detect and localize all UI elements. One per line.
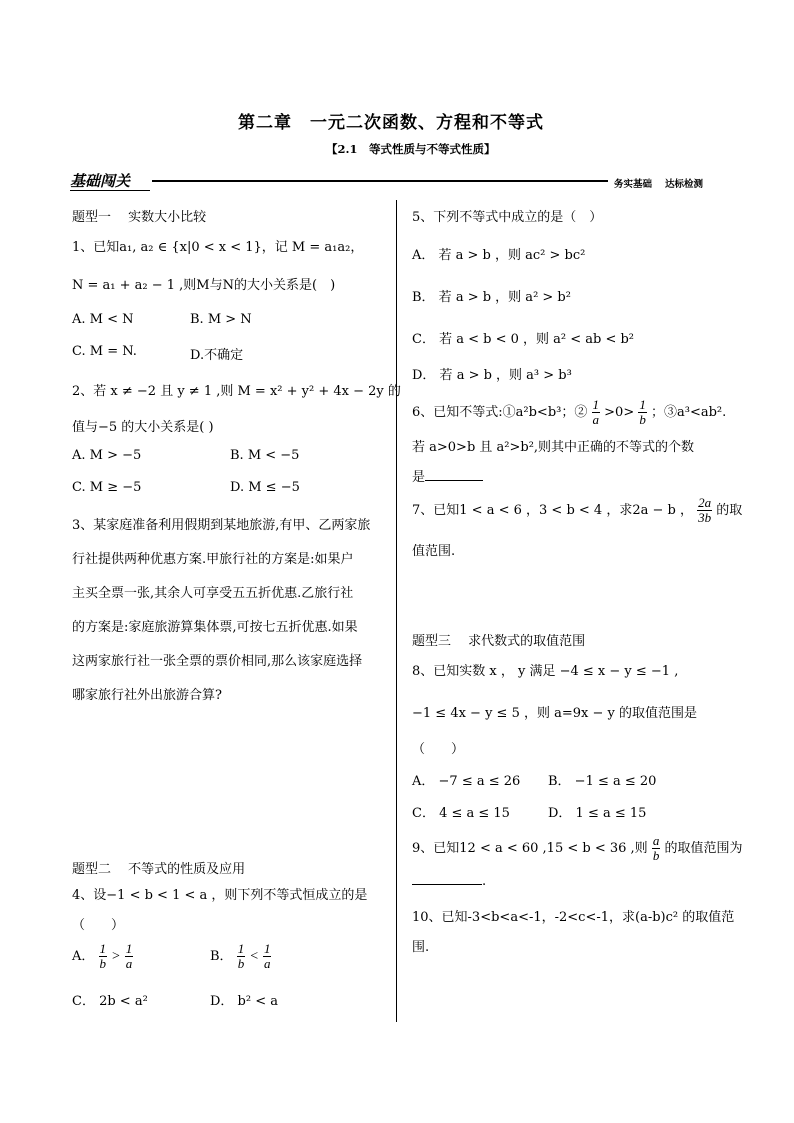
question-1-line-2: N = a₁ + a₂ − 1 ,则M与N的大小关系是( )	[72, 278, 336, 293]
fraction-1-over-a: $\frac{1}{a}$	[592, 397, 600, 427]
question-1-line-1: 1、已知a₁, a₂ ∈ {x|0 < x < 1}，记 M = a₁a₂，	[72, 240, 364, 255]
question-7-line-2: 值范围.	[412, 544, 456, 559]
question-10-line-1: 10、已知-3<b<a<-1，-2<c<-1，求(a-b)c² 的取值范	[412, 910, 735, 925]
question-7-line-1: 7、已知1 < a < 6 ，3 < b < 4 ，求2a − b ， $\frac{2a}{3b}$ 的取	[412, 495, 743, 525]
question-1-option-b: B. M > N	[190, 312, 252, 327]
question-8-line-2: −1 ≤ 4x − y ≤ 5 ，则 a=9x − y 的取值范围是	[412, 706, 697, 721]
header-rule	[152, 180, 608, 182]
question-6-line-3: 是	[412, 466, 483, 485]
fraction-1-over-b: $\frac{1}{b}$	[639, 397, 646, 427]
question-2-option-c: C. M ≥ −5	[72, 480, 142, 495]
header-label: 基础闯关	[70, 172, 131, 190]
question-2-line-1: 2、若 x ≠ −2 且 y ≠ 1 ,则 M = x² + y² + 4x − 2y 的	[72, 384, 401, 399]
question-5-stem: 5、下列不等式中成立的是（ ）	[412, 210, 603, 225]
section-heading-2: 题型二 不等式的性质及应用	[72, 862, 246, 877]
answer-blank	[425, 480, 483, 481]
question-5-option-b: B． 若 a > b ，则 a² > b²	[412, 290, 571, 305]
question-4-line-2: （ ）	[72, 918, 125, 933]
question-3-line-1: 3、某家庭准备利用假期到某地旅游,有甲、乙两家旅	[72, 518, 371, 533]
question-8-option-b: B． −1 ≤ a ≤ 20	[548, 774, 657, 789]
question-5-option-a: A． 若 a > b ，则 ac² > bc²	[412, 248, 586, 263]
question-6-line-2: 若 a>0>b 且 a²>b²,则其中正确的不等式的个数	[412, 440, 695, 455]
question-8-option-c: C． 4 ≤ a ≤ 15	[412, 806, 510, 821]
question-4-option-d: D． b² < a	[210, 994, 278, 1009]
question-4-option-a: A． $\frac{1}{b}$ > $\frac{1}{a}$	[72, 941, 133, 971]
question-3-line-4: 的方案是:家庭旅游算集体票,可按七五折优惠.如果	[72, 620, 358, 635]
question-3-line-3: 主买全票一张,其余人可享受五五折优惠.乙旅行社	[72, 586, 354, 601]
question-5-option-d: D． 若 a > b ，则 a³ > b³	[412, 368, 572, 383]
question-8-line-3: （ ）	[412, 742, 465, 757]
section-heading-1: 题型一 实数大小比较	[72, 210, 207, 225]
question-10-line-2: 围.	[412, 940, 430, 955]
fraction-1-over-b: $\frac{1}{b}$	[99, 941, 107, 971]
question-8-option-d: D． 1 ≤ a ≤ 15	[548, 806, 647, 821]
question-2-option-a: A. M > −5	[72, 448, 142, 463]
question-9-line-2: .	[412, 874, 486, 889]
question-5-option-c: C． 若 a < b < 0 ，则 a² < ab < b²	[412, 332, 635, 347]
question-4-option-c: C． 2b < a²	[72, 994, 148, 1009]
header-underline	[70, 190, 150, 191]
question-8-option-a: A． −7 ≤ a ≤ 26	[412, 774, 521, 789]
question-3-line-2: 行社提供两种优惠方案.甲旅行社的方案是:如果户	[72, 552, 354, 567]
page-title: 第二章 一元二次函数、方程和不等式	[238, 113, 544, 133]
answer-blank	[412, 884, 482, 885]
question-8-line-1: 8、已知实数 x ， y 满足 −4 ≤ x − y ≤ −1 ,	[412, 664, 679, 679]
fraction-1-over-a: $\frac{1}{a}$	[125, 941, 133, 971]
fraction-1-over-a: $\frac{1}{a}$	[263, 941, 271, 971]
fraction-a-over-b: $\frac{a}{b}$	[652, 833, 660, 863]
question-2-option-d: D. M ≤ −5	[230, 480, 300, 495]
question-2-option-b: B. M < −5	[230, 448, 300, 463]
section-subtitle: 【2.1 等式性质与不等式性质】	[326, 142, 496, 156]
question-4-option-b: B． $\frac{1}{b}$ < $\frac{1}{a}$	[210, 941, 271, 971]
question-1-option-c: C. M = N.	[72, 344, 137, 359]
question-1-option-a: A. M < N	[72, 312, 134, 327]
question-1-option-d: D.不确定	[190, 348, 244, 363]
question-3-line-6: 哪家旅行社外出旅游合算?	[72, 688, 222, 703]
header-tag-2: 达标检测	[665, 179, 704, 190]
column-divider	[396, 200, 397, 1022]
question-6-line-1: 6、已知不等式:①a²b<b³；② $\frac{1}{a}$ >0> $\frac{1}{b}$ ；③a³<ab².	[412, 397, 727, 427]
fraction-2a-over-3b: $\frac{2a}{3b}$	[698, 495, 712, 525]
section-heading-3: 题型三 求代数式的取值范围	[412, 634, 586, 649]
question-3-line-5: 这两家旅行社一张全票的票价相同,那么该家庭选择	[72, 654, 363, 669]
header-tag-1: 务实基础	[614, 179, 653, 190]
question-4-line-1: 4、设−1 < b < 1 < a ，则下列不等式恒成立的是	[72, 888, 368, 903]
question-2-line-2: 值与−5 的大小关系是( )	[72, 420, 214, 435]
fraction-1-over-b: $\frac{1}{b}$	[237, 941, 245, 971]
question-9-line-1: 9、已知12 < a < 60 ,15 < b < 36 ,则 $\frac{a}{b}$ 的取值范围为	[412, 833, 743, 863]
